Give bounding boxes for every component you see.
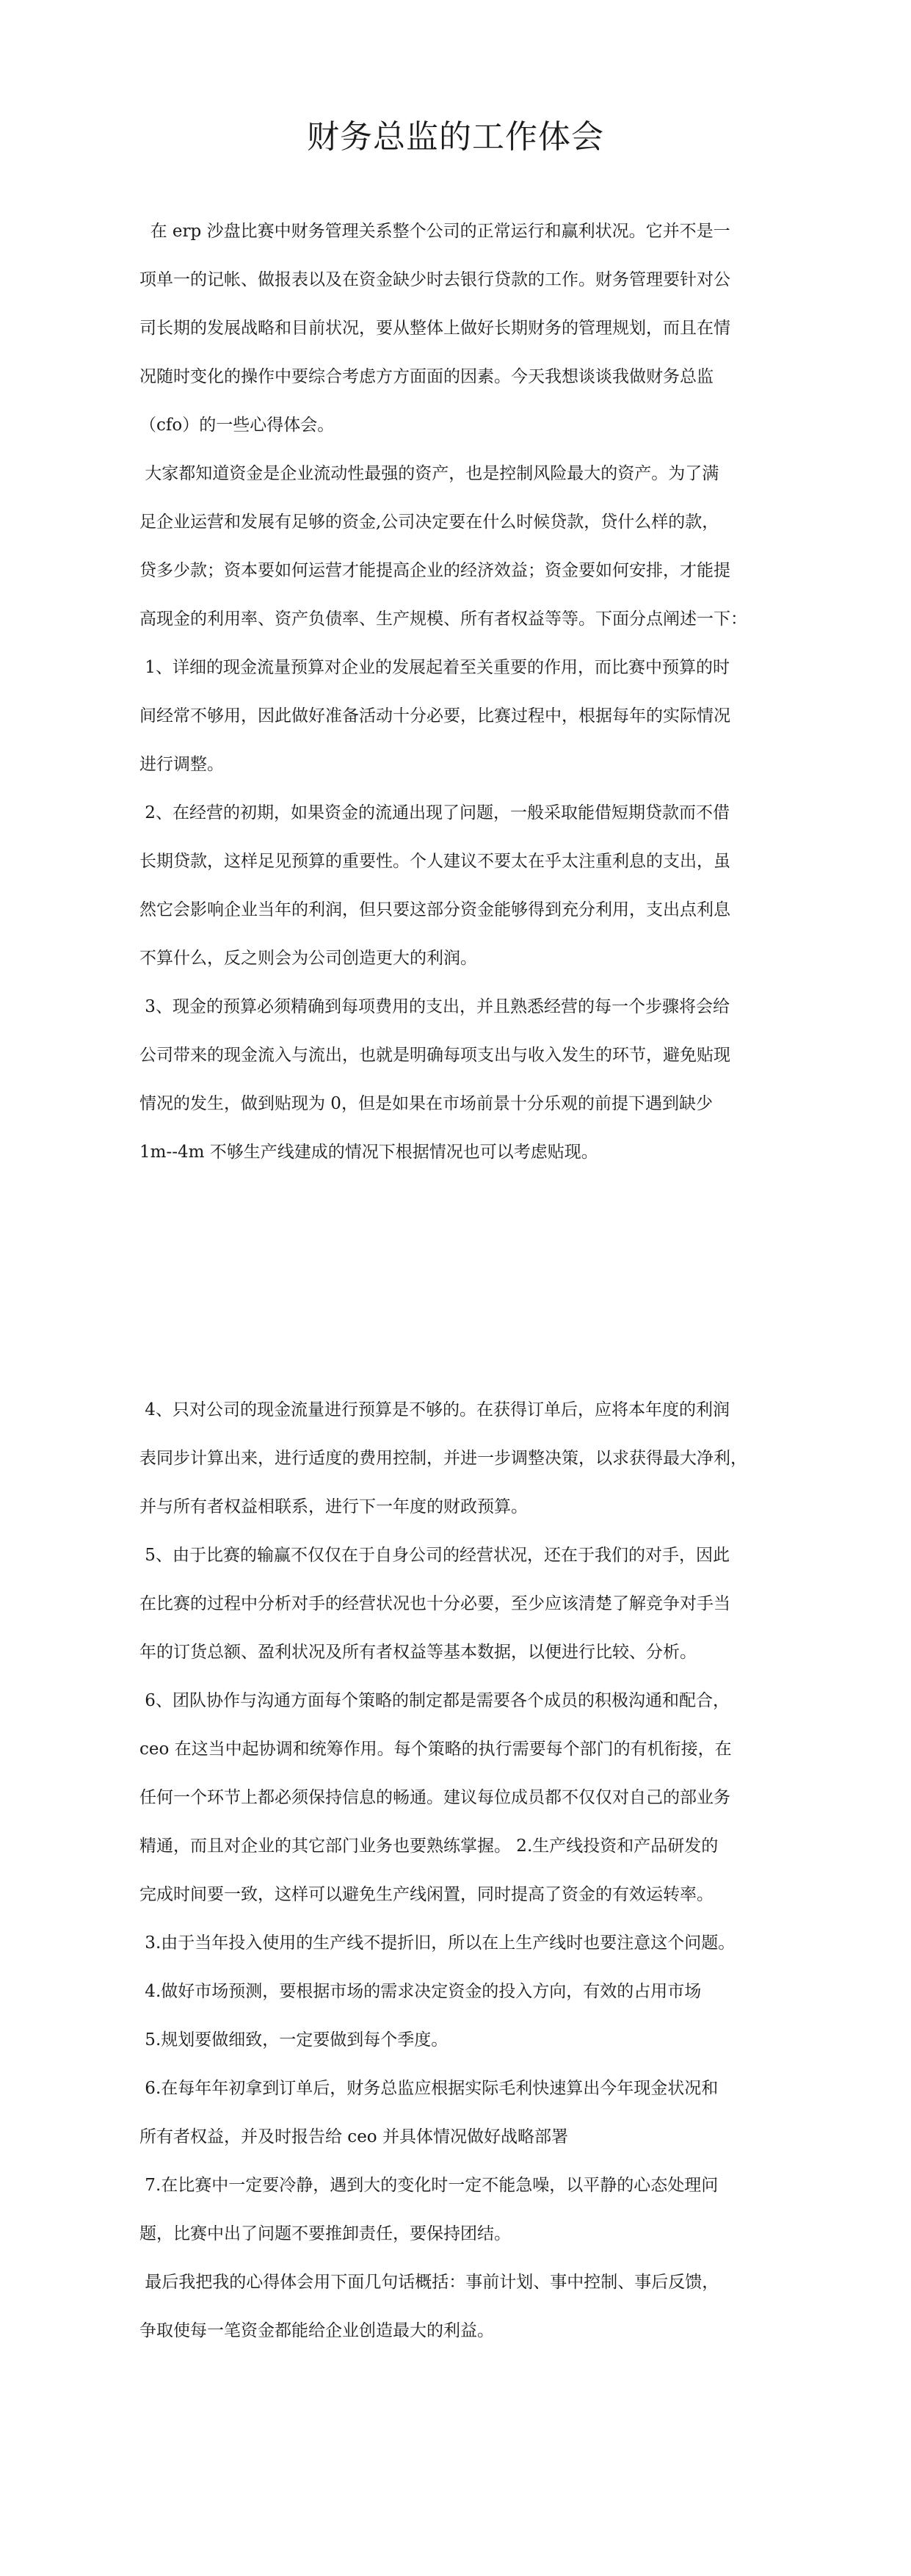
text-line: 完成时间要一致，这样可以避免生产线闲置，同时提高了资金的有效运转率。 — [139, 1885, 714, 1904]
text-line: 进行调整。 — [139, 755, 224, 774]
text-line: 公司带来的现金流入与流出，也就是明确每项支出与收入发生的环节，避免贴现 — [139, 1046, 730, 1065]
text-line: 4.做好市场预测，要根据市场的需求决定资金的投入方向，有效的占用市场 — [139, 1982, 702, 2001]
text-line: 司长期的发展战略和目前状况，要从整体上做好长期财务的管理规划，而且在情 — [139, 319, 730, 338]
text-line: 然它会影响企业当年的利润，但只要这部分资金能够得到充分利用，支出点利息 — [139, 900, 730, 919]
text-line: 最后我把我的心得体会用下面几句话概括：事前计划、事中控制、事后反馈， — [139, 2273, 719, 2292]
text-line: 争取使每一笔资金都能给企业创造最大的利益。 — [139, 2321, 494, 2340]
text-line: 1、详细的现金流量预算对企业的发展起着至关重要的作用，而比赛中预算的时 — [139, 658, 730, 677]
text-line: 3.由于当年投入使用的生产线不提折旧，所以在上生产线时也要注意这个问题。 — [139, 1933, 736, 1953]
text-line: 表同步计算出来，进行适度的费用控制，并进一步调整决策，以求获得最大净利， — [139, 1449, 747, 1468]
body-section-1 — [139, 207, 789, 1176]
body-section-2 — [139, 1386, 789, 2355]
text-line: 5.规划要做细致，一定要做到每个季度。 — [139, 2030, 449, 2049]
text-line: 3、现金的预算必须精确到每项费用的支出，并且熟悉经营的每一个步骤将会给 — [139, 997, 730, 1016]
text-line: 足企业运营和发展有足够的资金,公司决定要在什么时候贷款，贷什么样的款， — [139, 513, 719, 532]
text-line: 2、在经营的初期，如果资金的流通出现了问题，一般采取能借短期贷款而不借 — [139, 803, 730, 822]
text-line: 在 erp 沙盘比赛中财务管理关系整个公司的正常运行和赢利状况。它并不是一 — [139, 222, 730, 241]
text-line: 间经常不够用，因此做好准备活动十分必要，比赛过程中，根据每年的实际情况 — [139, 706, 730, 726]
text-line: 6、团队协作与沟通方面每个策略的制定都是需要各个成员的积极沟通和配合， — [139, 1691, 730, 1710]
text-line: 1m--4m 不够生产线建成的情况下根据情况也可以考虑贴现。 — [139, 1143, 598, 1162]
text-line: 任何一个环节上都必须保持信息的畅通。建议每位成员都不仅仅对自己的部业务 — [139, 1788, 730, 1807]
text-line: 6.在每年年初拿到订单后，财务总监应根据实际毛利快速算出今年现金状况和 — [139, 2079, 719, 2098]
text-line: 并与所有者权益相联系，进行下一年度的财政预算。 — [139, 1497, 528, 1516]
text-line: （cfo）的一些心得体会。 — [139, 416, 335, 435]
text-line: 7.在比赛中一定要冷静，遇到大的变化时一定不能急噪，以平静的心态处理问 — [139, 2176, 719, 2195]
text-line: 题，比赛中出了问题不要推卸责任，要保持团结。 — [139, 2224, 511, 2243]
text-line: 贷多少款；资本要如何运营才能提高企业的经济效益；资金要如何安排，才能提 — [139, 561, 730, 580]
text-line: 况随时变化的操作中要综合考虑方方面面的因素。今天我想谈谈我做财务总监 — [139, 367, 714, 386]
document-title: 财务总监的工作体会 — [307, 118, 604, 156]
text-line: 高现金的利用率、资产负债率、生产规模、所有者权益等等。下面分点阐述一下： — [139, 609, 747, 629]
text-line: 所有者权益，并及时报告给 ceo 并具体情况做好战略部署 — [139, 2127, 568, 2146]
text-line: 项单一的记帐、做报表以及在资金缺少时去银行贷款的工作。财务管理要针对公 — [139, 270, 730, 289]
text-line: 在比赛的过程中分析对手的经营状况也十分必要，至少应该清楚了解竞争对手当 — [139, 1594, 730, 1613]
text-line: 5、由于比赛的输赢不仅仅在于自身公司的经营状况，还在于我们的对手，因此 — [139, 1546, 730, 1565]
text-line: 情况的发生，做到贴现为 0，但是如果在市场前景十分乐观的前提下遇到缺少 — [139, 1094, 713, 1113]
text-line: ceo 在这当中起协调和统筹作用。每个策略的执行需要每个部门的有机衔接，在 — [139, 1740, 732, 1759]
text-line: 精通，而且对企业的其它部门业务也要熟练掌握。 2.生产线投资和产品研发的 — [139, 1837, 719, 1856]
text-line: 4、只对公司的现金流量进行预算是不够的。在获得订单后，应将本年度的利润 — [139, 1400, 730, 1419]
text-line: 年的订货总额、盈利状况及所有者权益等基本数据，以便进行比较、分析。 — [139, 1643, 697, 1662]
text-line: 大家都知道资金是企业流动性最强的资产，也是控制风险最大的资产。为了满 — [139, 464, 719, 483]
text-line: 不算什么，反之则会为公司创造更大的利润。 — [139, 949, 477, 968]
text-line: 长期贷款，这样足见预算的重要性。个人建议不要太在乎太注重利息的支出，虽 — [139, 852, 730, 871]
